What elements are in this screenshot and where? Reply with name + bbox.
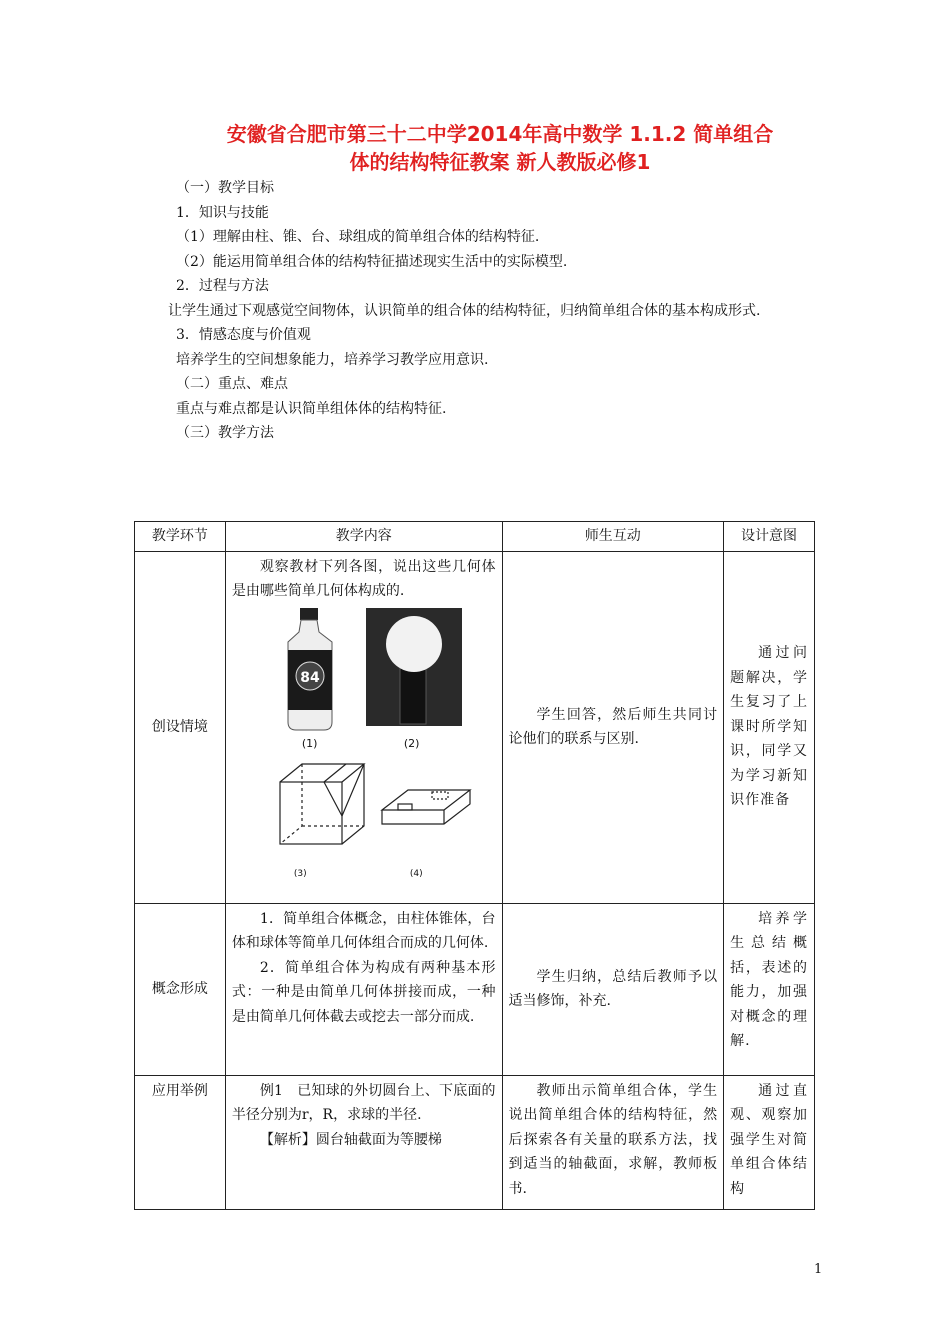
paragraph: （1）理解由柱、锥、台、球组成的简单组合体的结构特征. xyxy=(176,229,540,245)
section-heading: （三）教学方法 xyxy=(176,425,274,441)
slab-with-cutouts-figure xyxy=(380,780,472,852)
intent-text: 通过问题解决，学生复习了上课时所学知识，同学又为学习新知识作准备 xyxy=(730,645,808,809)
header-intent: 设计意图 xyxy=(724,522,815,552)
intent-text: 培养学生总结概括，表述的能力，加强对概念的理解. xyxy=(730,910,808,1049)
table-row xyxy=(135,1075,815,1209)
interaction-text: 学生归纳，总结后教师予以适当修饰，补充. xyxy=(508,968,718,1009)
sphere-on-cylinder-figure xyxy=(366,608,462,726)
table-row xyxy=(135,551,815,903)
table-header-row xyxy=(135,522,815,552)
interaction-cell xyxy=(502,903,724,1075)
paragraph: 重点与难点都是认识简单组体体的结构特征. xyxy=(176,400,447,417)
interaction-text: 学生回答，然后师生共同讨论他们的联系与区别. xyxy=(508,706,718,747)
header-content: 教学内容 xyxy=(225,522,502,552)
figure-caption-3: (3) xyxy=(293,868,307,879)
content-cell xyxy=(225,1075,502,1209)
content-text: 1．简单组合体概念，由柱体锥体，台体和球体等简单几何体组合而成的几何体. xyxy=(231,910,496,951)
figure-caption-1: (1) xyxy=(301,736,318,750)
content-cell xyxy=(225,903,502,1075)
content-text: 2．简单组合体为构成有两种基本形式：一种是由简单几何体拼接而成，一种是由简单几何体截去或挖去一部分而成. xyxy=(231,959,496,1025)
cube-figure xyxy=(276,760,368,856)
title-line-1: 安徽省合肥市第三十二中学2014年高中数学 1.1.2 简单组合 xyxy=(226,122,774,146)
stage-cell: 应用举例 xyxy=(135,1075,226,1209)
header-stage: 教学环节 xyxy=(135,522,226,552)
subsection-heading: 1．知识与技能 xyxy=(176,204,269,221)
paragraph: （2）能运用简单组合体的结构特征描述现实生活中的实际模型. xyxy=(176,253,568,270)
intent-cell xyxy=(724,903,815,1075)
figure-caption-4: (4) xyxy=(409,868,423,879)
bottle-figure xyxy=(270,608,350,734)
figure-caption-2: (2) xyxy=(403,736,420,750)
header-interaction: 师生互动 xyxy=(502,522,724,552)
subsection-heading: 2．过程与方法 xyxy=(176,278,269,294)
intent-cell xyxy=(724,1075,815,1209)
intent-cell xyxy=(724,551,815,903)
page-number: 1 xyxy=(814,1262,823,1277)
content-text: 例1 已知球的外切圆台上、下底面的半径分别为r，R，求球的半径. xyxy=(231,1082,496,1123)
paragraph: 让学生通过下观感觉空间物体，认识简单的组合体的结构特征，归纳简单组合体的基本构成形式. xyxy=(168,302,761,319)
figure-group xyxy=(232,608,496,886)
section-heading: （一）教学目标 xyxy=(176,180,274,196)
interaction-cell xyxy=(502,1075,724,1209)
document-title xyxy=(150,120,850,176)
content-text: 观察教材下列各图，说出这些几何体是由哪些简单几何体构成的. xyxy=(231,558,496,599)
title-line-2: 体的结构特征教案 新人教版必修1 xyxy=(349,150,651,174)
paragraph: 培养学生的空间想象能力，培养学习教学应用意识. xyxy=(176,351,489,368)
content-text: 【解析】圆台轴截面为等腰梯 xyxy=(259,1131,442,1148)
body-text xyxy=(140,176,820,446)
content-cell xyxy=(225,551,502,903)
subsection-heading: 3．情感态度与价值观 xyxy=(176,327,311,343)
section-heading: （二）重点、难点 xyxy=(176,376,288,392)
interaction-text: 教师出示简单组合体，学生说出简单组合体的结构特征，然后探索各有关量的联系方法，找到适当的轴截面，求解，教师板书. xyxy=(508,1082,718,1197)
bottle-label: 84 xyxy=(300,669,320,686)
stage-cell: 概念形成 xyxy=(135,903,226,1075)
interaction-cell xyxy=(502,551,724,903)
table-row xyxy=(135,903,815,1075)
lesson-table xyxy=(134,521,815,1210)
intent-text: 通过直观、观察加强学生对简单组合体结构 xyxy=(730,1082,808,1197)
stage-cell: 创设情境 xyxy=(135,551,226,903)
